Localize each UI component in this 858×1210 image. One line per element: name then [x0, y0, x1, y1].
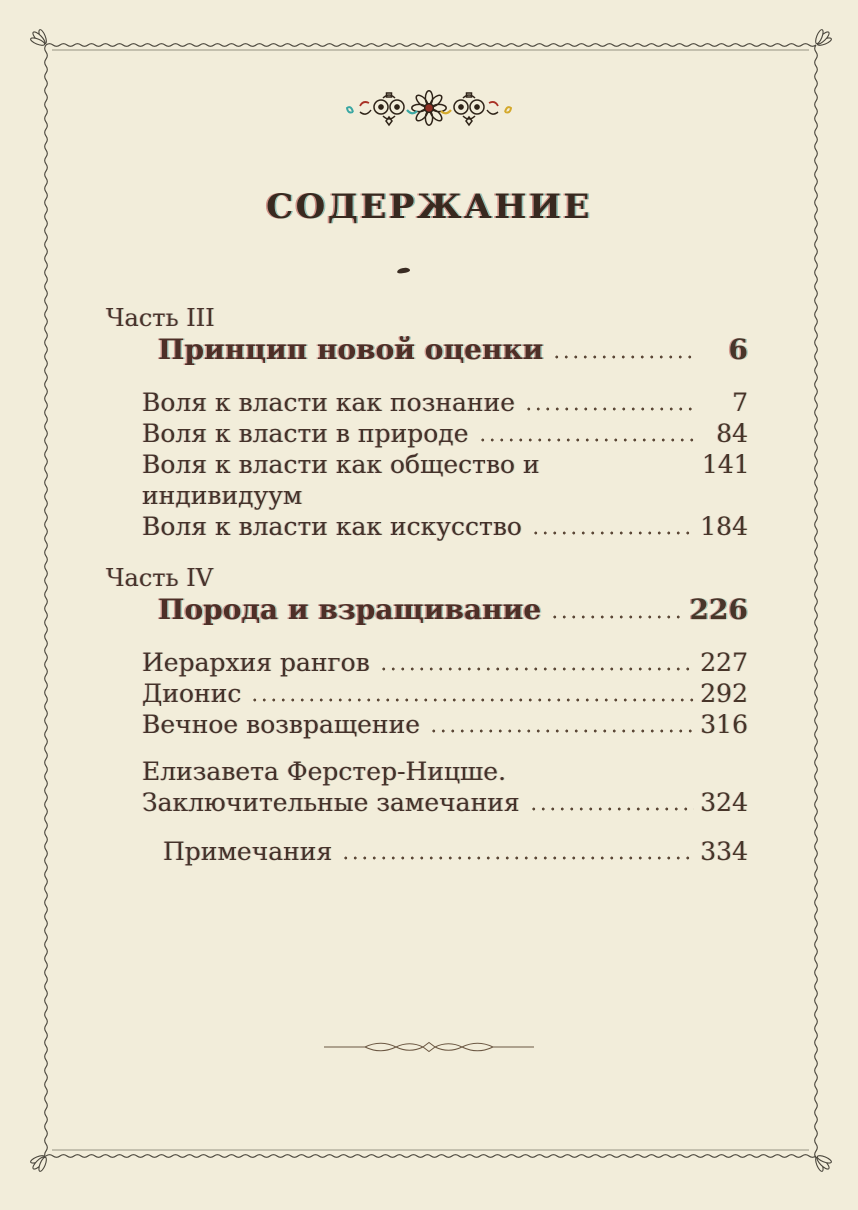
- closing-page-number: 324: [700, 788, 748, 817]
- dot-leader: [478, 438, 697, 442]
- closing-line2-row: [142, 787, 748, 818]
- part-title-row: [106, 333, 748, 366]
- toc-entry: [142, 678, 748, 709]
- toc-entry: [142, 418, 748, 449]
- title-mark-ornament: [397, 267, 411, 274]
- table-of-contents: [106, 303, 748, 867]
- dot-leader: [341, 856, 694, 860]
- toc-entry: [142, 387, 748, 418]
- closing-line2-label: Заключительные замечания: [142, 788, 520, 817]
- page-title: СОДЕРЖАНИЕ: [266, 187, 592, 227]
- closing-line1: Елизавета Ферстер-Ницше.: [142, 757, 507, 786]
- notes-label: Примечания: [163, 837, 333, 866]
- toc-entry: [142, 647, 748, 678]
- notes-row: [106, 836, 748, 867]
- part-label: Часть III: [106, 304, 215, 332]
- toc-entry-page: 141: [702, 450, 750, 479]
- part-entries: [106, 647, 748, 740]
- part-page-number: 226: [689, 593, 748, 626]
- dot-leader: [550, 615, 683, 619]
- dot-leader: [524, 407, 696, 411]
- toc-entry-label: Дионис: [142, 679, 242, 708]
- part-title: Принцип новой оценки: [158, 333, 544, 366]
- frame-wave-top: [46, 44, 816, 47]
- frame-wave-bottom: [46, 1155, 816, 1158]
- closing-block: [106, 756, 748, 818]
- dot-leader: [531, 531, 694, 535]
- toc-entry: [142, 709, 748, 740]
- header-ornament: [0, 86, 858, 130]
- part-entries: [106, 387, 748, 542]
- toc-entry-page: 292: [700, 679, 748, 708]
- toc-entry-label: Воля к власти в природе: [142, 419, 469, 448]
- toc-entry-page: 7: [732, 388, 748, 417]
- notes-page-number: 334: [700, 837, 748, 866]
- toc-entry-page: 84: [716, 419, 748, 448]
- dot-leader: [552, 355, 696, 359]
- dot-leader: [529, 807, 695, 811]
- toc-entry: [142, 511, 748, 542]
- toc-entry-label: Воля к власти как общество и индивидуум: [142, 450, 540, 510]
- dot-leader: [250, 698, 694, 702]
- bottom-divider-ornament: [0, 1036, 858, 1058]
- toc-entry-page: 184: [700, 512, 748, 541]
- toc-entry-label: Вечное возвращение: [142, 710, 421, 739]
- dot-leader: [429, 729, 694, 733]
- toc-entry-label: Воля к власти как познание: [142, 388, 516, 417]
- dot-leader: [379, 667, 694, 671]
- toc-entry-label: Воля к власти как искусство: [142, 512, 522, 541]
- part-label: Часть IV: [106, 564, 214, 592]
- toc-entry-label: Иерархия рангов: [142, 648, 370, 677]
- part-title: Порода и взращивание: [158, 593, 542, 626]
- toc-entry: [142, 449, 748, 511]
- part-page-number: 6: [728, 333, 748, 366]
- toc-entry-page: 316: [700, 710, 748, 739]
- toc-entry-page: 227: [700, 648, 748, 677]
- part-title-row: [106, 593, 748, 626]
